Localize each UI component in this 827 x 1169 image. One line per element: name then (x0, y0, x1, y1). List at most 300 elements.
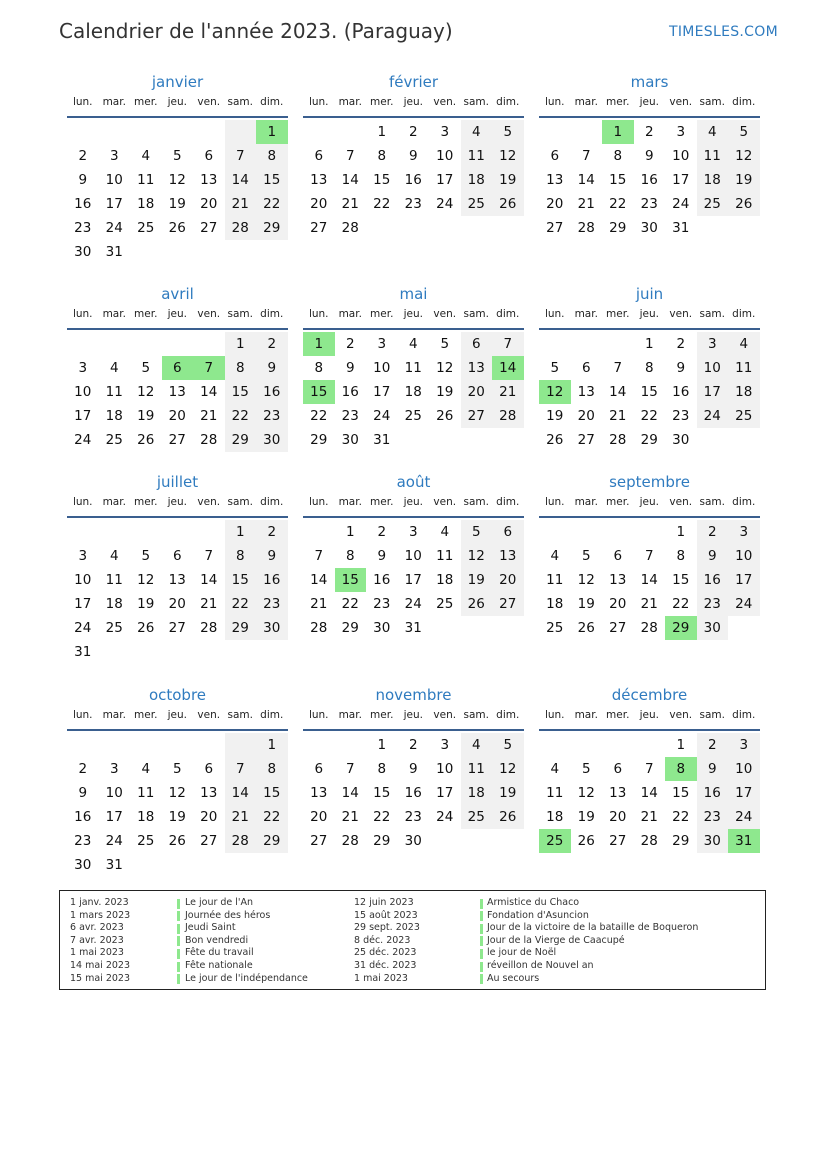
day-cell: 5 (461, 520, 493, 544)
day-cell: 14 (310, 572, 328, 588)
day-cell: 23 (74, 833, 92, 849)
legend-marker (480, 911, 483, 921)
day-cell: 15 (373, 172, 391, 188)
month-name: décembre (611, 686, 688, 704)
day-cell: 22 (373, 809, 391, 825)
weekday-label: mar. (102, 96, 126, 108)
day-cell: 1 (644, 336, 654, 352)
day-cell: 11 (404, 360, 422, 376)
day-cell: 10 (436, 761, 454, 777)
day-cell: 21 (225, 805, 257, 829)
day-cell: 2 (256, 520, 288, 544)
weekday-label: sam. (699, 496, 725, 508)
day-cell: 19 (168, 196, 186, 212)
day-cell: 26 (168, 220, 186, 236)
day-cell: 16 (341, 384, 359, 400)
day-cell: 4 (408, 336, 418, 352)
day-cell: 1 (377, 737, 387, 753)
day-cell: 27 (200, 220, 218, 236)
weekday-label: mer. (134, 96, 158, 108)
legend-holiday-name: Fondation d'Asuncion (487, 909, 589, 921)
day-cell: 2 (256, 332, 288, 356)
month-name: septembre (609, 473, 690, 491)
day-cell: 11 (105, 572, 123, 588)
weekday-label: lun. (308, 308, 329, 320)
day-cell: 7 (345, 761, 355, 777)
weekday-label: dim. (496, 308, 520, 320)
legend-holiday-name: le jour de Noël (487, 947, 557, 959)
day-cell: 22 (310, 408, 328, 424)
weekday-label: mar. (574, 709, 598, 721)
holiday-day: 8 (665, 757, 697, 781)
weekday-label: lun. (72, 308, 93, 320)
day-cell: 20 (310, 809, 328, 825)
day-cell: 7 (225, 757, 257, 781)
day-cell: 21 (640, 809, 658, 825)
day-cell: 9 (676, 360, 686, 376)
day-cell: 3 (728, 520, 760, 544)
weekday-label: lun. (308, 96, 329, 108)
day-cell: 12 (492, 757, 524, 781)
day-cell: 16 (404, 785, 422, 801)
day-cell: 20 (609, 596, 627, 612)
day-cell: 18 (137, 809, 155, 825)
day-cell: 18 (105, 596, 123, 612)
day-cell: 31 (105, 244, 123, 260)
day-cell: 26 (168, 833, 186, 849)
day-cell: 5 (728, 120, 760, 144)
month-name: juillet (156, 473, 199, 491)
weekday-label: lun. (308, 496, 329, 508)
day-cell: 30 (74, 244, 92, 260)
legend-date: 6 avr. 2023 (70, 922, 124, 934)
legend-date: 25 déc. 2023 (354, 947, 417, 959)
day-cell: 6 (461, 332, 493, 356)
day-cell: 3 (697, 332, 729, 356)
day-cell: 19 (546, 408, 564, 424)
day-cell: 1 (377, 124, 387, 140)
day-cell: 3 (377, 336, 387, 352)
weekday-label: sam. (699, 96, 725, 108)
day-cell: 17 (728, 781, 760, 805)
day-cell: 30 (672, 432, 690, 448)
day-cell: 24 (74, 620, 92, 636)
day-cell: 25 (404, 408, 422, 424)
day-cell: 7 (345, 148, 355, 164)
day-cell: 14 (200, 384, 218, 400)
legend-marker (480, 962, 483, 972)
day-cell: 25 (105, 432, 123, 448)
day-cell: 7 (204, 548, 214, 564)
page-title: Calendrier de l'année 2023. (Paraguay) (59, 19, 453, 43)
day-cell: 14 (341, 172, 359, 188)
weekday-label: ven. (669, 96, 693, 108)
weekday-label: mar. (102, 496, 126, 508)
day-cell: 9 (408, 148, 418, 164)
day-cell: 18 (461, 168, 493, 192)
day-cell: 28 (310, 620, 328, 636)
day-cell: 20 (168, 596, 186, 612)
weekday-label: mar. (102, 709, 126, 721)
day-cell: 18 (697, 168, 729, 192)
day-cell: 6 (314, 148, 324, 164)
day-cell: 13 (609, 572, 627, 588)
day-cell: 22 (672, 596, 690, 612)
weekday-label: mar. (338, 496, 362, 508)
weekday-label: mer. (370, 709, 394, 721)
legend-holiday-name: Le jour de l'indépendance (185, 972, 308, 984)
empty-weekend-cell (225, 120, 257, 144)
day-cell: 8 (377, 148, 387, 164)
day-cell: 13 (546, 172, 564, 188)
day-cell: 15 (225, 568, 257, 592)
day-cell: 17 (436, 172, 454, 188)
day-cell: 21 (200, 408, 218, 424)
weekday-label: dim. (496, 96, 520, 108)
day-cell: 15 (256, 168, 288, 192)
day-cell: 21 (200, 596, 218, 612)
day-cell: 11 (461, 144, 493, 168)
day-cell: 3 (78, 548, 88, 564)
day-cell: 9 (256, 356, 288, 380)
day-cell: 30 (640, 220, 658, 236)
weekday-label: ven. (433, 308, 457, 320)
weekday-label: mer. (370, 496, 394, 508)
day-cell: 10 (105, 172, 123, 188)
weekday-label: mer. (606, 96, 630, 108)
day-cell: 17 (74, 408, 92, 424)
day-cell: 23 (404, 809, 422, 825)
day-cell: 22 (225, 592, 257, 616)
weekday-label: ven. (669, 496, 693, 508)
day-cell: 26 (436, 408, 454, 424)
day-cell: 10 (728, 544, 760, 568)
day-cell: 24 (436, 196, 454, 212)
day-cell: 26 (728, 192, 760, 216)
day-cell: 17 (697, 380, 729, 404)
day-cell: 16 (672, 384, 690, 400)
day-cell: 9 (78, 785, 88, 801)
day-cell: 25 (546, 620, 564, 636)
day-cell: 11 (461, 757, 493, 781)
day-cell: 15 (672, 785, 690, 801)
day-cell: 2 (676, 336, 686, 352)
brand-link[interactable]: TIMESLES.COM (669, 24, 778, 40)
day-cell: 6 (581, 360, 591, 376)
day-cell: 5 (440, 336, 450, 352)
day-cell: 20 (200, 196, 218, 212)
day-cell: 22 (609, 196, 627, 212)
legend-date: 15 mai 2023 (70, 972, 131, 984)
day-cell: 30 (256, 428, 288, 452)
day-cell: 1 (225, 332, 257, 356)
legend-date: 1 mai 2023 (354, 972, 408, 984)
weekday-label: ven. (433, 496, 457, 508)
weekday-label: ven. (669, 709, 693, 721)
month-name: juin (635, 285, 664, 303)
weekday-label: lun. (308, 709, 329, 721)
day-cell: 17 (373, 384, 391, 400)
day-cell: 19 (168, 809, 186, 825)
weekday-label: sam. (463, 496, 489, 508)
day-cell: 2 (408, 124, 418, 140)
legend-holiday-name: réveillon de Nouvel an (487, 960, 594, 971)
day-cell: 4 (141, 148, 151, 164)
day-cell: 31 (105, 857, 123, 873)
day-cell: 1 (345, 524, 355, 540)
day-cell: 29 (256, 216, 288, 240)
day-cell: 27 (609, 833, 627, 849)
month-divider (67, 116, 288, 118)
day-cell: 3 (676, 124, 686, 140)
day-cell: 9 (377, 548, 387, 564)
day-cell: 11 (546, 785, 564, 801)
day-cell: 15 (256, 781, 288, 805)
weekday-label: lun. (72, 496, 93, 508)
weekday-label: mer. (370, 96, 394, 108)
day-cell: 2 (644, 124, 654, 140)
day-cell: 5 (141, 548, 151, 564)
legend-date: 7 avr. 2023 (70, 934, 124, 946)
weekday-label: dim. (260, 496, 284, 508)
day-cell: 13 (200, 172, 218, 188)
day-cell: 20 (546, 196, 564, 212)
day-cell: 16 (697, 781, 729, 805)
legend-holiday-name: Jour de la victoire de la bataille de Boqueron (487, 922, 699, 934)
day-cell: 30 (697, 616, 729, 640)
day-cell: 17 (672, 172, 690, 188)
weekday-label: mer. (134, 308, 158, 320)
day-cell: 15 (225, 380, 257, 404)
day-cell: 23 (697, 592, 729, 616)
legend-marker (177, 899, 180, 909)
day-cell: 12 (577, 785, 595, 801)
day-cell: 13 (577, 384, 595, 400)
day-cell: 24 (74, 432, 92, 448)
day-cell: 12 (728, 144, 760, 168)
day-cell: 11 (137, 172, 155, 188)
day-cell: 19 (436, 384, 454, 400)
day-cell: 28 (492, 404, 524, 428)
day-cell: 6 (204, 148, 214, 164)
day-cell: 15 (373, 785, 391, 801)
day-cell: 25 (105, 620, 123, 636)
day-cell: 14 (577, 172, 595, 188)
day-cell: 11 (137, 785, 155, 801)
day-cell: 10 (672, 148, 690, 164)
day-cell: 23 (640, 196, 658, 212)
holiday-day: 29 (665, 616, 697, 640)
day-cell: 13 (609, 785, 627, 801)
month-divider (539, 328, 760, 330)
holiday-day: 6 (162, 356, 194, 380)
month-divider (539, 729, 760, 731)
day-cell: 10 (697, 356, 729, 380)
day-cell: 24 (404, 596, 422, 612)
day-cell: 29 (225, 616, 257, 640)
day-cell: 2 (377, 524, 387, 540)
holiday-day: 25 (539, 829, 571, 853)
month-name: avril (161, 285, 194, 303)
day-cell: 22 (373, 196, 391, 212)
day-cell: 24 (373, 408, 391, 424)
day-cell: 6 (172, 548, 182, 564)
day-cell: 26 (577, 833, 595, 849)
day-cell: 11 (697, 144, 729, 168)
day-cell: 29 (373, 833, 391, 849)
day-cell: 27 (310, 220, 328, 236)
day-cell: 29 (672, 833, 690, 849)
day-cell: 18 (461, 781, 493, 805)
weekday-label: lun. (544, 709, 565, 721)
day-cell: 9 (256, 544, 288, 568)
day-cell: 6 (613, 548, 623, 564)
day-cell: 31 (404, 620, 422, 636)
day-cell: 12 (137, 572, 155, 588)
month-divider (303, 516, 524, 518)
legend-marker (480, 936, 483, 946)
day-cell: 25 (461, 805, 493, 829)
day-cell: 30 (697, 829, 729, 853)
day-cell: 4 (109, 548, 119, 564)
day-cell: 24 (105, 833, 123, 849)
weekday-label: dim. (260, 709, 284, 721)
legend-marker (177, 962, 180, 972)
day-cell: 17 (404, 572, 422, 588)
day-cell: 27 (310, 833, 328, 849)
weekday-label: sam. (463, 709, 489, 721)
holiday-day: 7 (193, 356, 225, 380)
day-cell: 12 (461, 544, 493, 568)
day-cell: 27 (577, 432, 595, 448)
day-cell: 21 (577, 196, 595, 212)
day-cell: 22 (640, 408, 658, 424)
day-cell: 4 (697, 120, 729, 144)
month-divider (67, 516, 288, 518)
day-cell: 6 (492, 520, 524, 544)
day-cell: 19 (577, 809, 595, 825)
day-cell: 23 (672, 408, 690, 424)
day-cell: 26 (492, 192, 524, 216)
weekday-label: ven. (197, 709, 221, 721)
day-cell: 23 (697, 805, 729, 829)
day-cell: 28 (200, 432, 218, 448)
month-divider (67, 729, 288, 731)
weekday-label: jeu. (639, 709, 659, 721)
day-cell: 23 (256, 404, 288, 428)
month-name: octobre (148, 686, 207, 704)
day-cell: 10 (74, 384, 92, 400)
day-cell: 19 (461, 568, 493, 592)
day-cell: 22 (341, 596, 359, 612)
day-cell: 7 (492, 332, 524, 356)
day-cell: 13 (310, 785, 328, 801)
day-cell: 8 (644, 360, 654, 376)
legend-date: 1 janv. 2023 (70, 897, 129, 908)
day-cell: 30 (74, 857, 92, 873)
day-cell: 3 (109, 148, 119, 164)
day-cell: 16 (74, 809, 92, 825)
day-cell: 19 (492, 781, 524, 805)
weekday-label: mer. (134, 709, 158, 721)
day-cell: 10 (373, 360, 391, 376)
day-cell: 14 (200, 572, 218, 588)
day-cell: 29 (609, 220, 627, 236)
day-cell: 22 (256, 805, 288, 829)
weekday-label: mar. (574, 496, 598, 508)
weekday-label: ven. (433, 96, 457, 108)
legend-date: 1 mars 2023 (70, 909, 131, 921)
day-cell: 25 (697, 192, 729, 216)
day-cell: 20 (492, 568, 524, 592)
weekday-label: jeu. (167, 709, 187, 721)
day-cell: 28 (225, 216, 257, 240)
weekday-label: mar. (338, 96, 362, 108)
day-cell: 21 (341, 809, 359, 825)
day-cell: 18 (105, 408, 123, 424)
day-cell: 23 (404, 196, 422, 212)
day-cell: 6 (204, 761, 214, 777)
month-name: mai (399, 285, 428, 303)
day-cell: 21 (492, 380, 524, 404)
day-cell: 3 (440, 737, 450, 753)
day-cell: 25 (461, 192, 493, 216)
day-cell: 14 (341, 785, 359, 801)
day-cell: 9 (644, 148, 654, 164)
weekday-label: dim. (732, 496, 756, 508)
day-cell: 14 (609, 384, 627, 400)
day-cell: 7 (644, 761, 654, 777)
day-cell: 8 (225, 356, 257, 380)
legend-holiday-name: Journée des héros (185, 909, 271, 921)
day-cell: 11 (436, 548, 454, 564)
day-cell: 28 (577, 220, 595, 236)
month-divider (303, 729, 524, 731)
weekday-label: ven. (669, 308, 693, 320)
weekday-label: lun. (72, 709, 93, 721)
day-cell: 26 (137, 620, 155, 636)
legend-date: 29 sept. 2023 (354, 922, 420, 934)
day-cell: 30 (256, 616, 288, 640)
weekday-label: jeu. (403, 496, 423, 508)
legend-holiday-name: Jeudi Saint (185, 922, 236, 934)
day-cell: 12 (168, 172, 186, 188)
day-cell: 14 (225, 168, 257, 192)
day-cell: 4 (440, 524, 450, 540)
weekday-label: sam. (699, 308, 725, 320)
day-cell: 2 (408, 737, 418, 753)
day-cell: 5 (581, 761, 591, 777)
weekday-label: lun. (72, 96, 93, 108)
day-cell: 26 (546, 432, 564, 448)
day-cell: 31 (74, 644, 92, 660)
weekday-label: dim. (260, 308, 284, 320)
day-cell: 13 (168, 384, 186, 400)
day-cell: 18 (546, 596, 564, 612)
day-cell: 7 (581, 148, 591, 164)
day-cell: 25 (137, 833, 155, 849)
legend-holiday-name: Au secours (487, 972, 540, 984)
day-cell: 23 (74, 220, 92, 236)
day-cell: 5 (141, 360, 151, 376)
day-cell: 21 (609, 408, 627, 424)
day-cell: 11 (546, 572, 564, 588)
weekday-label: jeu. (639, 96, 659, 108)
day-cell: 6 (550, 148, 560, 164)
day-cell: 7 (314, 548, 324, 564)
day-cell: 15 (672, 572, 690, 588)
day-cell: 5 (172, 761, 182, 777)
